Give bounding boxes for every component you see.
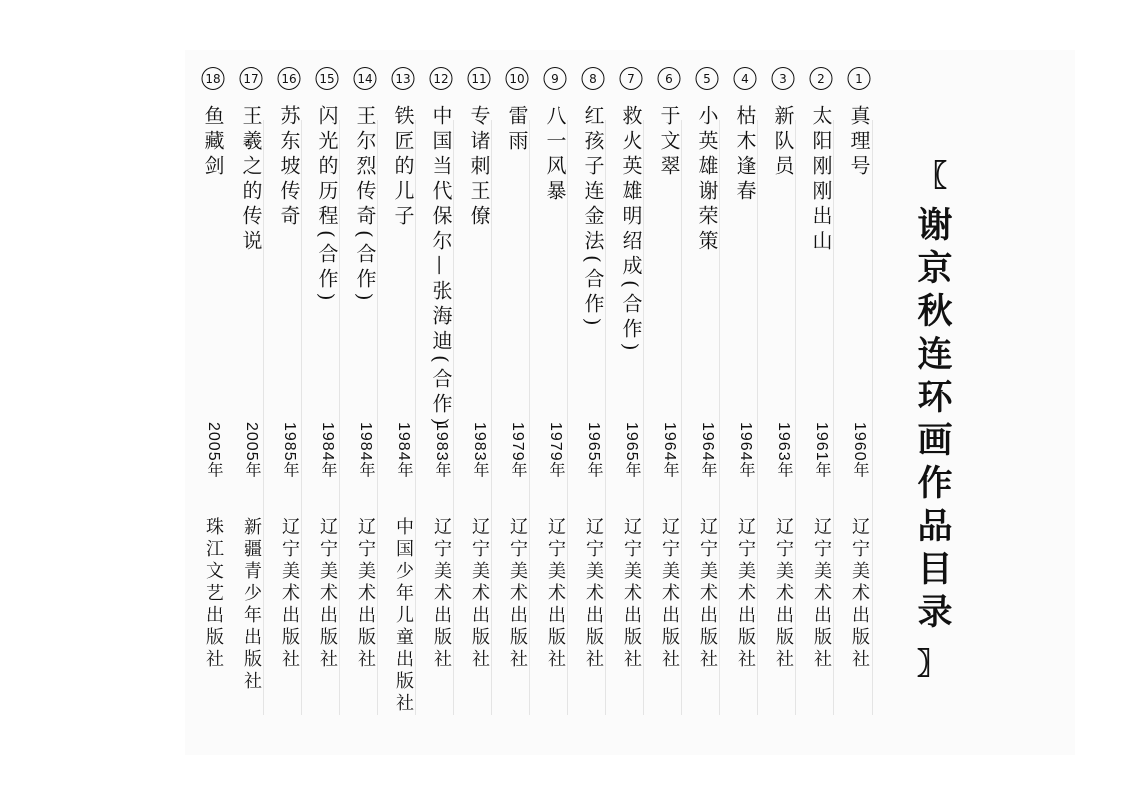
entry-number: 18 (202, 67, 225, 90)
entry-work-title: 王尔烈传奇(合作) (353, 105, 377, 306)
title-text: 谢京秋连环画作品目录 (912, 206, 953, 636)
entry-number: 13 (392, 67, 415, 90)
entry-column (805, 67, 837, 727)
entry-column (691, 67, 723, 727)
entry-number: 3 (772, 67, 795, 90)
entry-number: 16 (278, 67, 301, 90)
entry-column (843, 67, 875, 727)
entry-work-title: 八一风暴 (543, 105, 567, 205)
entry-work-title: 鱼藏剑 (201, 105, 225, 180)
entry-number: 2 (810, 67, 833, 90)
entry-column (387, 67, 419, 727)
entry-year: 1960年 (851, 422, 868, 479)
entry-year: 1964年 (699, 422, 716, 479)
entry-publisher: 辽宁美术出版社 (849, 517, 870, 671)
entry-publisher: 新疆青少年出版社 (241, 517, 262, 693)
entry-number: 10 (506, 67, 529, 90)
entry-year: 1985年 (281, 422, 298, 479)
entry-work-title: 雷雨 (505, 105, 529, 155)
entry-year: 2005年 (243, 422, 260, 479)
entry-column (539, 67, 571, 727)
entry-work-title: 闪光的历程(合作) (315, 105, 339, 306)
entry-year: 1984年 (319, 422, 336, 479)
entry-column (463, 67, 495, 727)
entry-publisher: 辽宁美术出版社 (507, 517, 528, 671)
entry-year: 1965年 (623, 422, 640, 479)
entry-work-title: 红孩子连金法(合作) (581, 105, 605, 331)
title-open-bracket: 〖 (917, 159, 947, 194)
entry-column (653, 67, 685, 727)
entry-year: 1963年 (775, 422, 792, 479)
entry-year: 1983年 (433, 422, 450, 479)
entry-publisher: 珠江文艺出版社 (203, 517, 224, 671)
entry-publisher: 辽宁美术出版社 (621, 517, 642, 671)
entry-year: 1964年 (737, 422, 754, 479)
entry-column (235, 67, 267, 727)
entry-year: 1965年 (585, 422, 602, 479)
entry-column (349, 67, 381, 727)
entry-work-title: 救火英雄明绍成(合作) (619, 105, 643, 356)
entry-column (425, 67, 457, 727)
entry-publisher: 辽宁美术出版社 (469, 517, 490, 671)
entry-year: 2005年 (205, 422, 222, 479)
entry-column (615, 67, 647, 727)
entry-publisher: 辽宁美术出版社 (773, 517, 794, 671)
entry-year: 1964年 (661, 422, 678, 479)
entry-number: 4 (734, 67, 757, 90)
entry-number: 17 (240, 67, 263, 90)
entry-year: 1983年 (471, 422, 488, 479)
entry-number: 6 (658, 67, 681, 90)
entry-number: 7 (620, 67, 643, 90)
entry-publisher: 辽宁美术出版社 (279, 517, 300, 671)
entry-number: 8 (582, 67, 605, 90)
title-close-bracket: 〗 (917, 647, 947, 682)
entry-publisher: 中国少年儿童出版社 (393, 517, 414, 715)
catalog-title (912, 159, 953, 682)
entry-publisher: 辽宁美术出版社 (735, 517, 756, 671)
entry-year: 1961年 (813, 422, 830, 479)
entry-number: 5 (696, 67, 719, 90)
entry-column (311, 67, 343, 727)
entry-publisher: 辽宁美术出版社 (545, 517, 566, 671)
entry-number: 15 (316, 67, 339, 90)
entry-number: 14 (354, 67, 377, 90)
entry-number: 1 (848, 67, 871, 90)
entry-work-title: 新队员 (771, 105, 795, 180)
entry-work-title: 专诸刺王僚 (467, 105, 491, 230)
entry-work-title: 太阳刚刚出山 (809, 105, 833, 255)
entry-year: 1984年 (395, 422, 412, 479)
entry-publisher: 辽宁美术出版社 (659, 517, 680, 671)
entry-publisher: 辽宁美术出版社 (431, 517, 452, 671)
entry-work-title: 真理号 (847, 105, 871, 180)
entry-publisher: 辽宁美术出版社 (583, 517, 604, 671)
entry-column (577, 67, 609, 727)
entry-year: 1984年 (357, 422, 374, 479)
entry-work-title: 于文翠 (657, 105, 681, 180)
entry-year: 1979年 (547, 422, 564, 479)
entry-publisher: 辽宁美术出版社 (355, 517, 376, 671)
entry-column (501, 67, 533, 727)
entry-work-title: 铁匠的儿子 (391, 105, 415, 230)
entry-work-title: 枯木逢春 (733, 105, 757, 205)
entry-column (273, 67, 305, 727)
entry-number: 11 (468, 67, 491, 90)
entry-work-title: 王羲之的传说 (239, 105, 263, 255)
entry-publisher: 辽宁美术出版社 (317, 517, 338, 671)
entry-number: 12 (430, 67, 453, 90)
entry-number: 9 (544, 67, 567, 90)
entry-column (197, 67, 229, 727)
entry-work-title: 苏东坡传奇 (277, 105, 301, 230)
entry-work-title: 中国当代保尔—张海迪(合作) (429, 105, 453, 431)
entry-publisher: 辽宁美术出版社 (811, 517, 832, 671)
entry-year: 1979年 (509, 422, 526, 479)
entry-publisher: 辽宁美术出版社 (697, 517, 718, 671)
entry-work-title: 小英雄谢荣策 (695, 105, 719, 255)
entry-column (729, 67, 761, 727)
entry-column (767, 67, 799, 727)
